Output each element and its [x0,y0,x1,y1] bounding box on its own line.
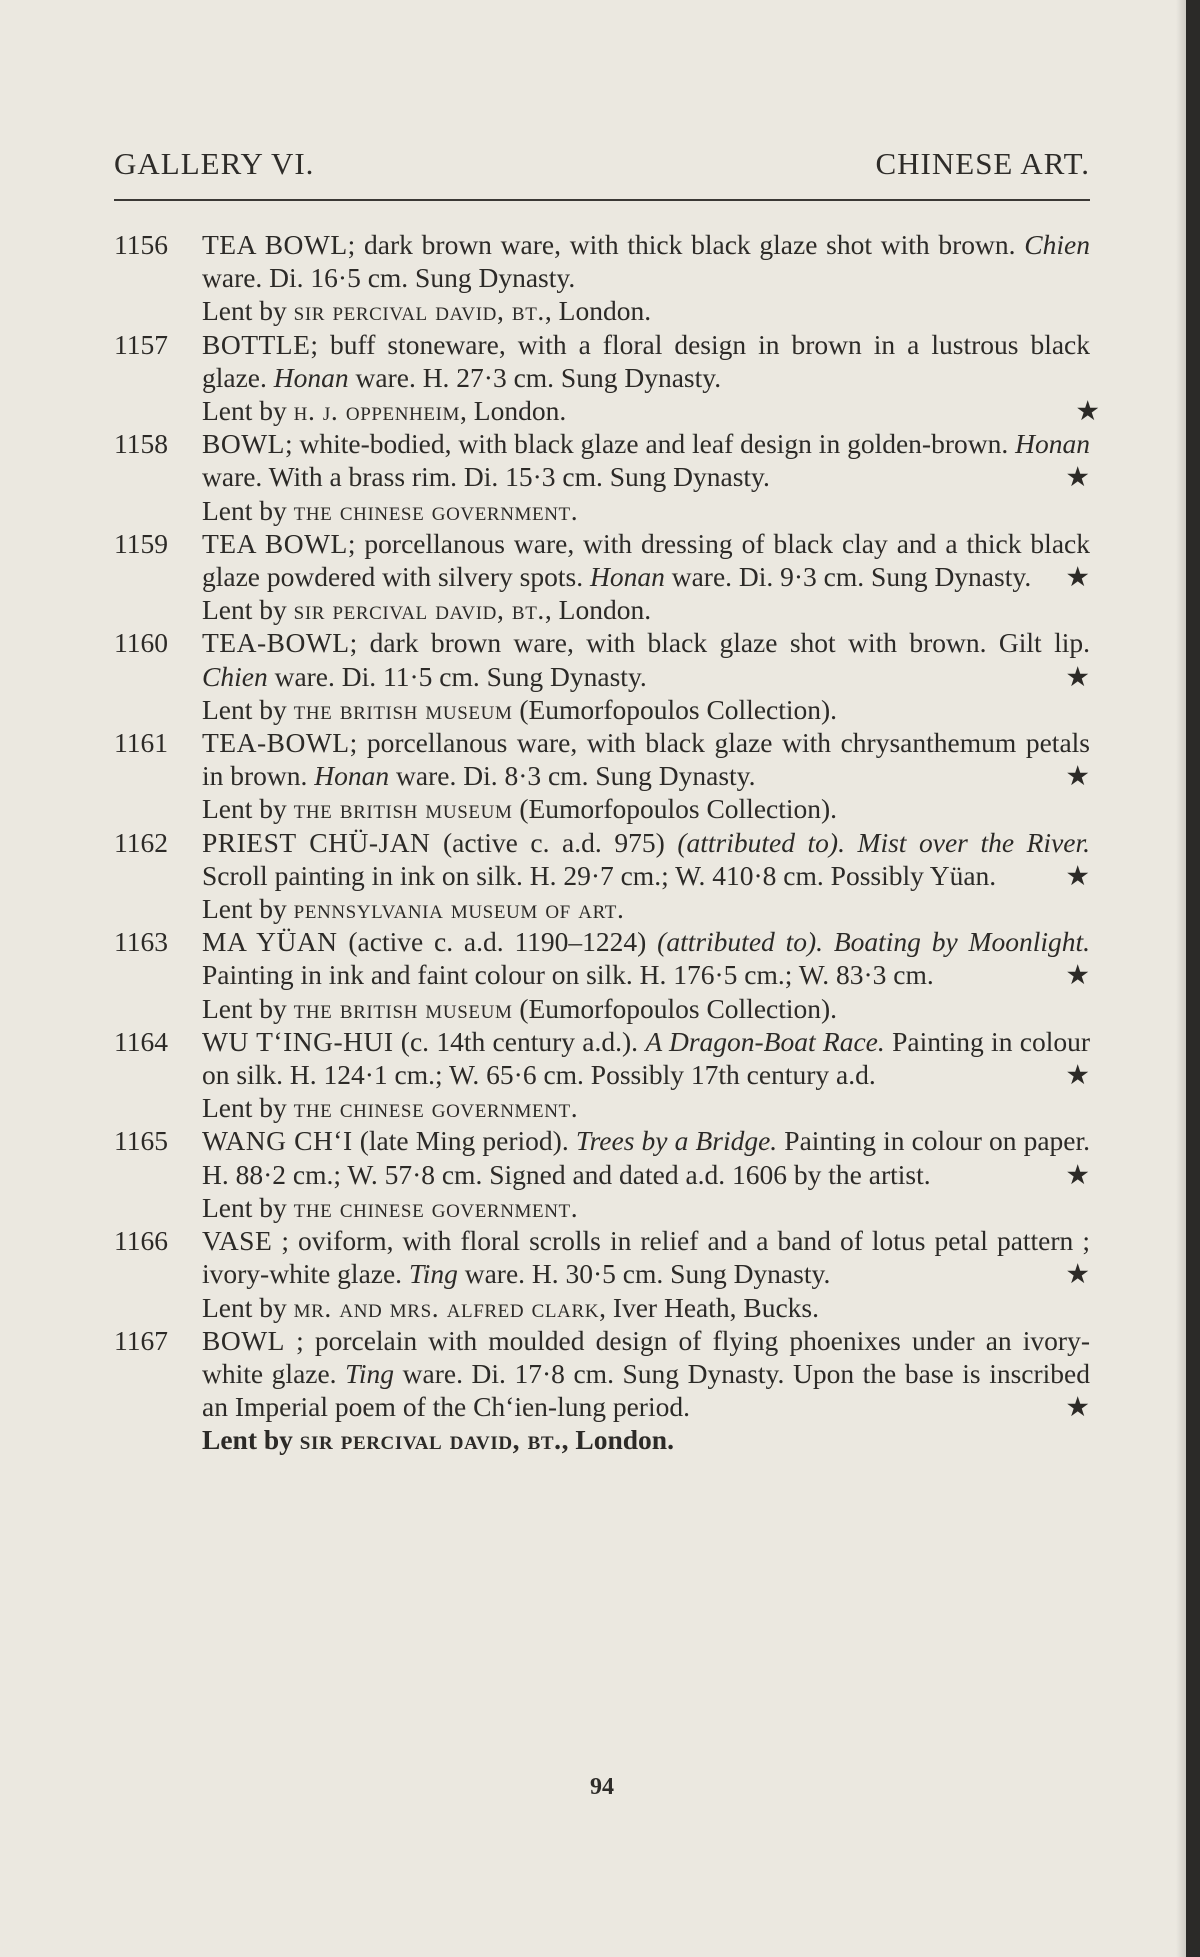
entry-lender: Lent by the british museum (Eumorfopoulos Collection). [202,992,838,1024]
entry-number: 1157 [114,328,168,360]
entry-number: 1165 [114,1125,168,1157]
star-icon: ★ [1065,959,1090,991]
catalogue-entry [114,826,1100,926]
catalogue-entry [114,228,1100,328]
star-icon: ★ [1065,1059,1090,1091]
spine-shadow [1176,0,1186,1957]
entry-title: MA YÜAN [202,926,338,958]
catalogue-entry [114,328,1100,428]
running-header [114,146,1090,190]
page-number: 94 [590,1774,614,1800]
entry-title: VASE [202,1225,273,1257]
entry-description: PRIEST CHÜ-JAN (active c. a.d. 975) (attributed to). Mist over the River. Scroll painting in ink on silk. H. 29·7 cm.; W. 410·8 cm. Possibly Yüan. ★ [202,826,1091,891]
entry-lender: Lent by h. j. oppenheim, London. ★ [202,395,1100,427]
entry-title: PRIEST CHÜ-JAN [202,826,431,858]
entry-title: TEA BOWL [202,527,348,559]
entry-number: 1161 [114,727,168,759]
entry-description: BOWL; white-bodied, with black glaze and leaf design in golden-brown. Honan ware. With a brass rim. Di. 15·3 cm. Sung Dynasty. ★ [202,428,1090,493]
entry-title: BOWL [202,1324,285,1356]
star-icon: ★ [1065,461,1090,493]
entry-lender: Lent by the chinese government. [202,1092,579,1124]
entry-number: 1156 [114,229,168,260]
star-icon: ★ [1065,859,1090,891]
catalogue-entry [114,527,1100,627]
star-icon: ★ [1065,1391,1090,1423]
catalogue-entries [114,228,1100,1457]
entry-lender: Lent by the chinese government. [202,494,579,526]
catalogue-entry [114,626,1100,726]
header-rule [114,199,1090,201]
entry-lender: Lent by the british museum (Eumorfopoulos Collection). [202,693,838,725]
entry-description: TEA BOWL; dark brown ware, with thick black glaze shot with brown. Chien ware. Di. 16·5 cm. Sung Dynasty. [202,229,1090,294]
star-icon: ★ [1065,760,1090,792]
entry-title: TEA-BOWL [202,727,350,759]
entry-title: WU T‘ING-HUI [202,1025,394,1057]
catalogue-entry [114,1224,1100,1324]
entry-title: WANG CH‘I [202,1125,353,1157]
entry-description: WU T‘ING-HUI (c. 14th century a.d.). A Dragon-Boat Race. Painting in colour on silk. H. 124·1 cm.; W. 65·6 cm. Possibly 17th century a.d. ★ [202,1025,1090,1091]
header-section: CHINESE ART. [875,146,1090,181]
entry-description: BOTTLE; buff stoneware, with a floral design in brown in a lustrous black glaze. Honan ware. H. 27·3 cm. Sung Dynasty. [202,328,1090,393]
entry-number: 1167 [114,1324,168,1356]
catalogue-entry [114,427,1100,527]
star-icon: ★ [1065,561,1090,593]
entry-number: 1164 [114,1025,168,1057]
entry-description: TEA-BOWL; porcellanous ware, with black glaze with chrysanthemum petals in brown. Honan ware. Di. 8·3 cm. Sung Dynasty. ★ [202,727,1090,792]
catalogue-entry [114,1124,1100,1224]
entry-description: TEA-BOWL; dark brown ware, with black glaze shot with brown. Gilt lip. Chien ware. Di. 11·5 cm. Sung Dynasty. ★ [202,627,1090,692]
entry-title: TEA BOWL [202,229,348,260]
entry-number: 1160 [114,627,168,659]
entry-description: TEA BOWL; porcellanous ware, with dressing of black clay and a thick black glaze powdered with silvery spots. Honan ware. Di. 9·3 cm. Sung Dynasty. ★ [202,527,1090,593]
catalogue-entry [114,1025,1100,1125]
catalogue-entry [114,726,1100,826]
entry-number: 1159 [114,527,168,559]
entry-description: WANG CH‘I (late Ming period). Trees by a Bridge. Painting in colour on paper. H. 88·2 cm.; W. 57·8 cm. Signed and dated a.d. 1606 by the artist. ★ [202,1125,1091,1190]
header-gallery: GALLERY VI. [114,146,315,181]
entry-title: TEA-BOWL [202,627,350,659]
entry-lender: Lent by the chinese government. [202,1191,579,1223]
star-icon: ★ [1075,395,1100,427]
entry-lender: Lent by the british museum (Eumorfopoulos Collection). [202,793,838,825]
entry-lender: Lent by sir percival david, bt., London. [202,1424,674,1456]
entry-title: BOTTLE [202,328,311,360]
entry-title: BOWL [202,428,285,460]
entry-number: 1166 [114,1225,168,1257]
book-spine [1186,0,1200,1957]
entry-lender: Lent by sir percival david, bt., London. [202,295,652,327]
catalogue-entry [114,1324,1100,1457]
entry-lender: Lent by pennsylvania museum of art. [202,893,625,925]
entry-number: 1163 [114,926,168,958]
star-icon: ★ [1065,1158,1090,1190]
entry-number: 1162 [114,826,168,858]
star-icon: ★ [1065,660,1090,692]
entry-number: 1158 [114,428,168,460]
entry-lender: Lent by sir percival david, bt., London. [202,594,652,626]
catalogue-entry [114,925,1100,1025]
entry-description: VASE ; oviform, with floral scrolls in relief and a band of lotus petal pattern ; ivory-white glaze. Ting ware. H. 30·5 cm. Sung Dynasty. ★ [202,1225,1090,1290]
entry-description: BOWL ; porcelain with moulded design of flying phoenixes under an ivory-white glaze. Ting ware. Di. 17·8 cm. Sung Dynasty. Upon the base is inscribed an Imperial poem of the Ch‘ien-lung period. ★ [202,1324,1090,1423]
entry-lender: Lent by mr. and mrs. alfred clark, Iver Heath, Bucks. [202,1291,819,1323]
star-icon: ★ [1065,1258,1090,1290]
entry-description: MA YÜAN (active c. a.d. 1190–1224) (attributed to). Boating by Moonlight. Painting in ink and faint colour on silk. H. 176·5 cm.; W. 83·3 cm. ★ [202,926,1090,991]
